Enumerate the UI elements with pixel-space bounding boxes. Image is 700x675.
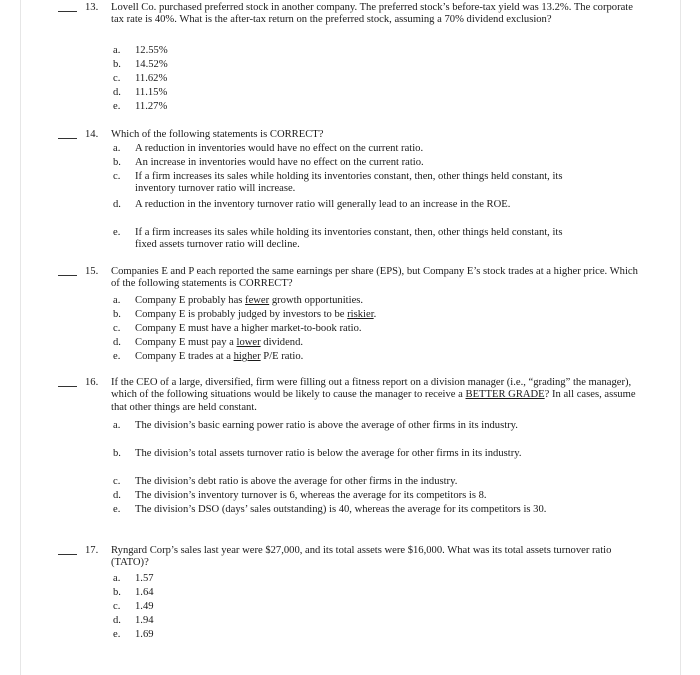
question-number: 15.: [85, 266, 99, 277]
question-number: 13.: [85, 2, 99, 13]
answer-blank[interactable]: [58, 138, 77, 139]
page-edge-right: [680, 0, 681, 675]
page-edge-left: [20, 0, 21, 675]
answer-blank[interactable]: [58, 11, 77, 12]
question-number: 17.: [85, 545, 99, 556]
question-number: 16.: [85, 377, 99, 388]
answer-blank[interactable]: [58, 275, 77, 276]
answer-blank[interactable]: [58, 386, 77, 387]
answer-blank[interactable]: [58, 554, 77, 555]
question-stem: If the CEO of a large, diversified, firm were filling out a fitness report on a division manager (i.e., “grading” the manager), which of the following situations would be likely to cause the manager to receive a BETTER GRADE? In all cases, assume that other things are held constant.: [111, 377, 636, 413]
question-stem: Ryngard Corp’s sales last year were $27,000, and its total assets were $16,000. What was its total assets turnover ratio (TATO)?: [111, 545, 612, 569]
better-grade-emphasis: BETTER GRADE: [465, 389, 545, 401]
question-stem: Which of the following statements is CORRECT?: [111, 129, 324, 140]
question-stem: Lovell Co. purchased preferred stock in another company. The preferred stock’s before-tax yield was 13.2%. The corporate tax rate is 40%. What is the after-tax return on the preferred stock, assuming a 70% dividend exclusion?: [111, 2, 633, 26]
question-stem: Companies E and P each reported the same earnings per share (EPS), but Company E’s stock trades at a higher price. Which of the following statements is CORRECT?: [111, 266, 638, 290]
question-number: 14.: [85, 129, 99, 140]
document-page: 13. Lovell Co. purchased preferred stock in another company. The preferred stock’s before-tax yield was 13.2%. The corporate tax rate is 40%. What is the after-tax return on the preferred stock, assuming a 70% dividend exclusion? a. 12.55% b. 14.52% c. 11.62% d. 11.15% e. 11.27% 14. Which of the following statements is CORRECT? a. A reduction in inventories would have no effect on the current ratio. b. An increase in inventories would have no effect on the current ratio. c. If a firm increases its sales while holding its inventories constant, then, other things held constant, its inventory turnover ratio will increase. d. A reduction in the inventory turnover ratio will generally lead to an increase in the ROE. e. If a firm increases its sales while holding its inventories constant, then, other things held constant, its fixed assets turnover ratio will decline. 15. Companies E and P each reported the same earnings per share (EPS), but Company E’s stock trades at a higher price. Which of the following statements is CORRECT? a. Company E probably has fewer growth opportunities. b. Company E is probably judged by investors to be riskier. c. Company E must have a higher market-to-book ratio. d. Company E must pay a lower dividend. e. Company E trades at a higher P/E ratio. 16. If the CEO of a large, diversified, firm were filling out a fitness report on a division manager (i.e., “grading” the manager), which of the following situations would be likely to cause the manager to receive a BETTER GRADE? In all cases, assume that other things are held constant. a. The division’s basic earning power ratio is above the average of other firms in its industry. b. The division’s total assets turnover ratio is below the average for other firms in its industry. c. The division’s debt ratio is above the average for other firms in the industry. d. The division’s inventory turnover is 6, whereas the average for its competitors is 8. e. The division’s DSO (days’ sales outstanding) is 40, whereas the average for its competitors is 30. 17. Ryngard Corp’s sales last year were $27,000, and its total assets were $16,000. What was its total assets turnover ratio (TATO)? a. 1.57 b. 1.64 c. 1.49 d. 1.94 e. 1.69: [0, 0, 700, 675]
